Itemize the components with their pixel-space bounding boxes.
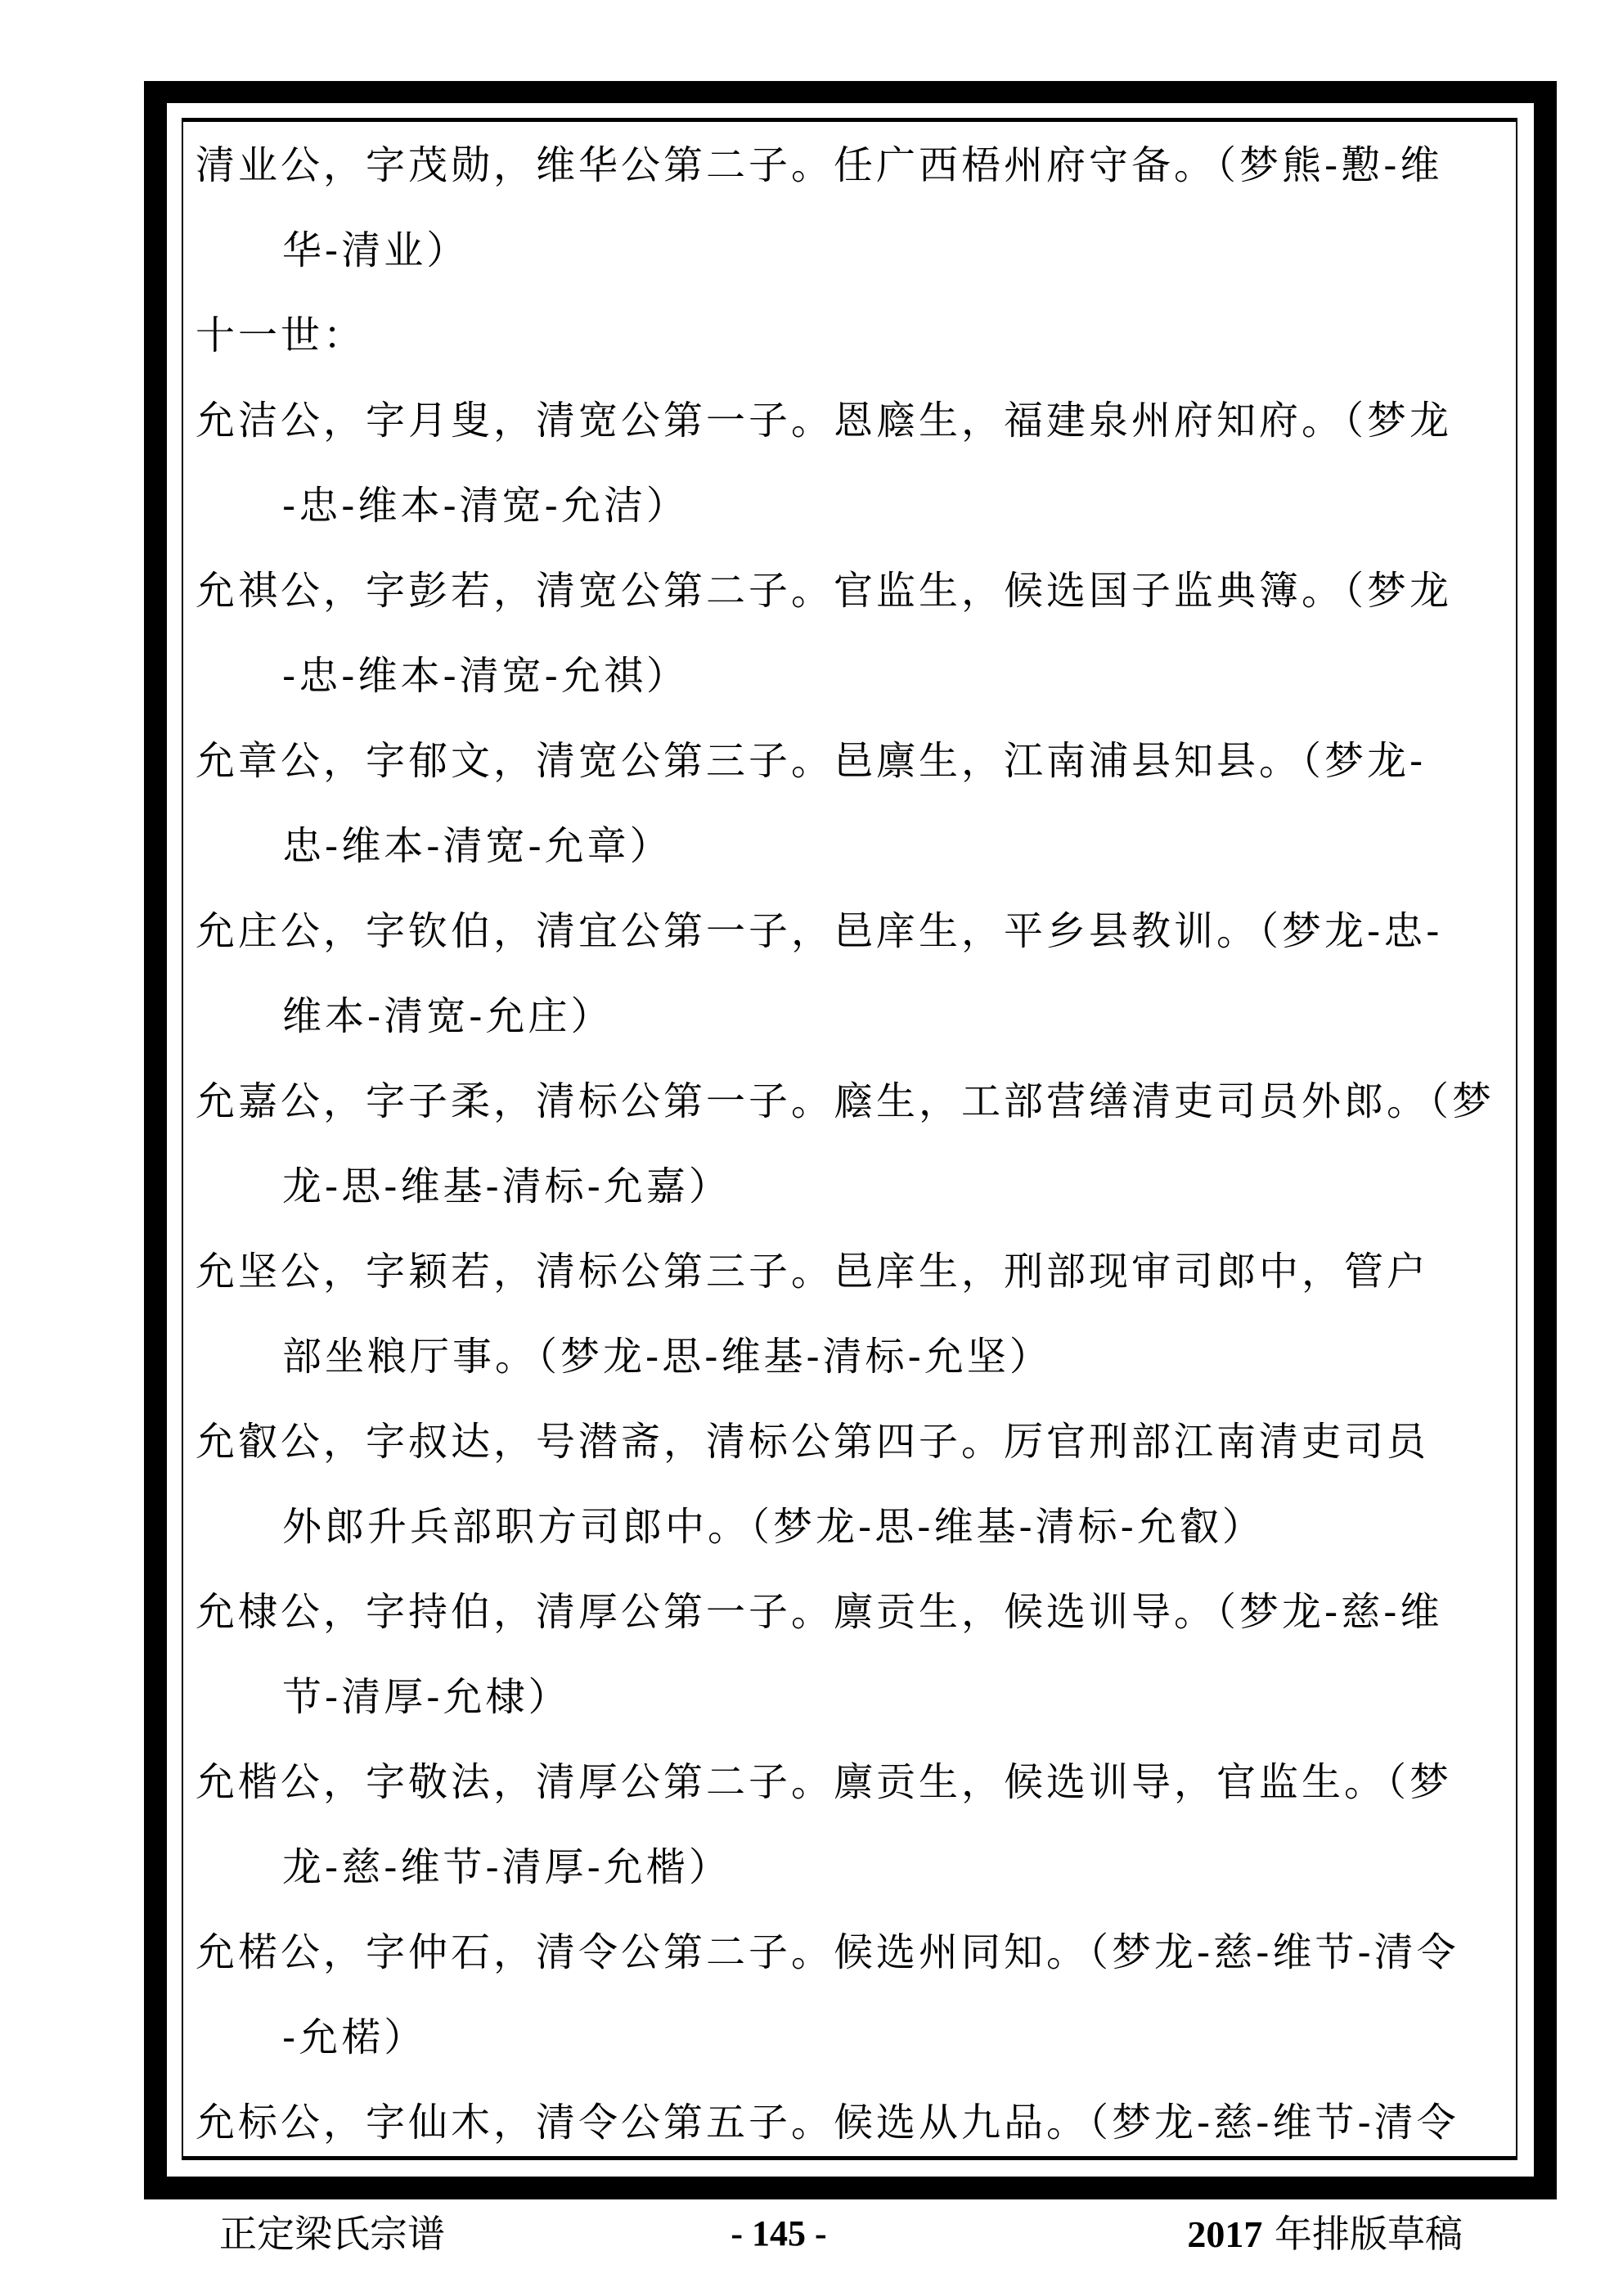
entry-line: 允章公，字郁文，清宽公第三子。邑廪生，江南浦县知县。（梦龙-	[196, 738, 1427, 784]
entry-line: 允标公，字仙木，清令公第五子。候选从九品。（梦龙-慈-维节-清令	[196, 2100, 1459, 2145]
entry-line: 清业公，字茂勋，维华公第二子。任广西梧州府守备。（梦熊-懃-维	[196, 142, 1443, 188]
entry-continuation-line: 节-清厚-允棣）	[282, 1674, 571, 1720]
footer-book-title: 正定梁氏宗谱	[219, 2212, 445, 2256]
entry-continuation-line: -允楉）	[282, 2015, 427, 2060]
entry-continuation-line: 部坐粮厅事。（梦龙-思-维基-清标-允坚）	[282, 1334, 1052, 1380]
entry-line: 允嘉公，字子柔，清标公第一子。廕生，工部营缮清吏司员外郎。（梦	[196, 1078, 1495, 1124]
footer-draft-label: 年排版草稿	[1275, 2212, 1463, 2256]
entry-continuation-line: -忠-维本-清宽-允洁）	[282, 483, 689, 529]
genealogy-text-body	[196, 123, 1504, 2165]
entry-line: 允洁公，字月叟，清宽公第一子。恩廕生，福建泉州府知府。（梦龙	[196, 398, 1453, 443]
entry-continuation-line: 外郎升兵部职方司郎中。（梦龙-思-维基-清标-允叡）	[282, 1504, 1265, 1550]
entry-continuation-line: 维本-清宽-允庄）	[282, 993, 614, 1039]
footer-year: 2017	[1187, 2213, 1263, 2255]
entry-line: 允楷公，字敬法，清厚公第二子。廪贡生，候选训导，官监生。（梦	[196, 1759, 1453, 1805]
entry-line: 允庄公，字钦伯，清宜公第一子，邑庠生，平乡县教训。（梦龙-忠-	[196, 908, 1443, 954]
entry-continuation-line: 龙-慈-维节-清厚-允楷）	[282, 1844, 731, 1890]
entry-continuation-line: 龙-思-维基-清标-允嘉）	[282, 1164, 731, 1209]
entry-line: 允祺公，字彭若，清宽公第二子。官监生，候选国子监典簿。（梦龙	[196, 568, 1453, 614]
entry-continuation-line: 忠-维本-清宽-允章）	[282, 823, 672, 869]
footer-page-number: - 145 -	[731, 2213, 827, 2253]
generation-heading: 十一世：	[196, 313, 366, 358]
footer-draft-note	[1187, 2208, 1463, 2260]
entry-continuation-line: 华-清业）	[282, 227, 470, 273]
entry-line: 允棣公，字持伯，清厚公第一子。廪贡生，候选训导。（梦龙-慈-维	[196, 1589, 1443, 1635]
entry-line: 允坚公，字颖若，清标公第三子。邑庠生，刑部现审司郎中，管户	[196, 1249, 1430, 1294]
entry-line: 允叡公，字叔达，号潜斋，清标公第四子。厉官刑部江南清吏司员	[196, 1419, 1430, 1465]
entry-continuation-line: -忠-维本-清宽-允祺）	[282, 653, 689, 699]
entry-line: 允楉公，字仲石，清令公第二子。候选州同知。（梦龙-慈-维节-清令	[196, 1929, 1459, 1975]
